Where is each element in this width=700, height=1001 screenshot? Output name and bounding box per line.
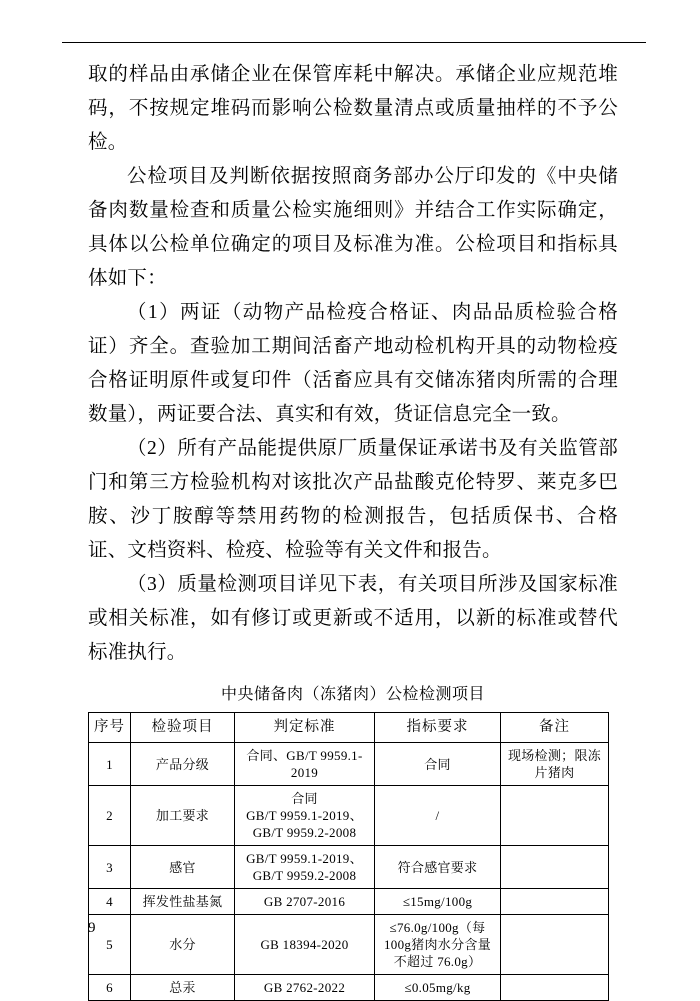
cell-requirement: ≤76.0g/100g（每100g猪肉水分含量不超过 76.0g）	[375, 915, 501, 975]
cell-item: 产品分级	[131, 743, 235, 786]
cell-item: 总汞	[131, 975, 235, 1001]
paragraph-4: （2）所有产品能提供原厂质量保证承诺书及有关监管部门和第三方检验机构对该批次产品盐酸克伦特罗、莱克多巴胺、沙丁胺醇等禁用药物的检测报告，包括质保书、合格证、文档资料、检疫、检验等有关文件和报告。	[88, 438, 618, 561]
cell-num: 1	[89, 743, 131, 786]
cell-standard: GB 18394-2020	[235, 915, 375, 975]
paragraph-5: （3）质量检测项目详见下表，有关项目所涉及国家标准或相关标准，如有修订或更新或不适用，以新的标准或替代标准执行。	[88, 574, 618, 663]
table-row	[89, 743, 609, 786]
page-number: 9	[88, 920, 96, 936]
column-header-standard: 判定标准	[235, 713, 375, 743]
cell-num: 3	[89, 846, 131, 889]
cell-num: 2	[89, 786, 131, 846]
paragraph-2: 公检项目及判断依据按照商务部办公厅印发的《中央储备肉数量检查和质量公检实施细则》并结合工作实际确定，具体以公检单位确定的项目及标准为准。公检项目和指标具体如下：	[88, 166, 618, 289]
table-row	[89, 915, 609, 975]
cell-num: 6	[89, 975, 131, 1001]
cell-item: 感官	[131, 846, 235, 889]
quality-inspection-table	[88, 712, 609, 1001]
table-row	[89, 889, 609, 915]
cell-note	[501, 975, 609, 1001]
cell-requirement: 合同	[375, 743, 501, 786]
cell-standard: GB 2707-2016	[235, 889, 375, 915]
column-header-num: 序号	[89, 713, 131, 743]
paragraph-3: （1）两证（动物产品检疫合格证、肉品品质检验合格证）齐全。查验加工期间活畜产地动检机构开具的动物检疫合格证明原件或复印件（活畜应具有交储冻猪肉所需的合理数量），两证要合法、真实和有效，货证信息完全一致。	[88, 302, 618, 425]
table-row	[89, 975, 609, 1001]
cell-note	[501, 889, 609, 915]
paragraph-1: 取的样品由承储企业在保管库耗中解决。承储企业应规范堆码，不按规定堆码而影响公检数量清点或质量抽样的不予公检。	[88, 64, 618, 153]
cell-note	[501, 846, 609, 889]
column-header-requirement: 指标要求	[375, 713, 501, 743]
cell-requirement: /	[375, 786, 501, 846]
cell-standard: GB 2762-2022	[235, 975, 375, 1001]
table-row	[89, 846, 609, 889]
cell-note	[501, 915, 609, 975]
cell-standard: 合同、GB/T 9959.1-2019	[235, 743, 375, 786]
cell-standard: GB/T 9959.1-2019、GB/T 9959.2-2008	[235, 846, 375, 889]
cell-requirement: ≤0.05mg/kg	[375, 975, 501, 1001]
cell-num: 4	[89, 889, 131, 915]
cell-num: 5	[89, 915, 131, 975]
table-title: 中央储备肉（冻猪肉）公检检测项目	[220, 686, 485, 703]
cell-note	[501, 786, 609, 846]
column-header-note: 备注	[501, 713, 609, 743]
column-header-item: 检验项目	[131, 713, 235, 743]
table-row	[89, 786, 609, 846]
cell-item: 加工要求	[131, 786, 235, 846]
cell-note: 现场检测；限冻片猪肉	[501, 743, 609, 786]
cell-item: 水分	[131, 915, 235, 975]
document-body	[88, 58, 618, 1001]
cell-requirement: ≤15mg/100g	[375, 889, 501, 915]
page-top-rule	[62, 42, 646, 43]
cell-requirement: 符合感官要求	[375, 846, 501, 889]
cell-item: 挥发性盐基氮	[131, 889, 235, 915]
cell-standard: 合同 GB/T 9959.1-2019、GB/T 9959.2-2008	[235, 786, 375, 846]
table-header-row	[89, 713, 609, 743]
